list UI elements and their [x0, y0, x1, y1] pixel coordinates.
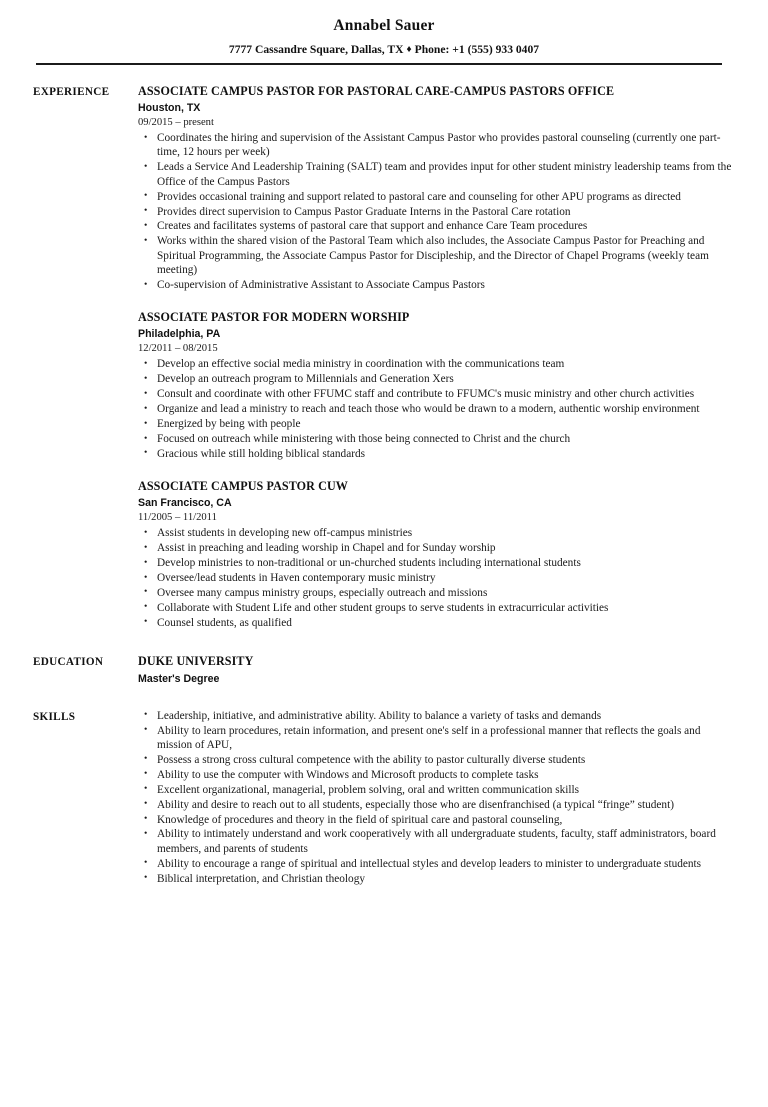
job-location: Philadelphia, PA	[138, 328, 221, 341]
candidate-name: Annabel Sauer	[333, 17, 435, 34]
job-title: ASSOCIATE PASTOR FOR MODERN WORSHIP	[138, 310, 410, 325]
job-title: ASSOCIATE CAMPUS PASTOR FOR PASTORAL CARE-CAMPUS PASTORS OFFICE	[138, 84, 615, 98]
list-item: • Ability and desire to reach out to all students, especially those who are disenfranchised (a typical “fringe” student)	[138, 798, 738, 812]
skills-list	[138, 709, 738, 886]
list-item: • Assist in preaching and leading worship in Chapel and for Sunday worship	[138, 541, 738, 555]
list-item: • Organize and lead a ministry to reach and teach those who would be drawn to a modern, authentic worship environment	[138, 402, 738, 416]
job-dates: 09/2015 – present	[138, 117, 214, 128]
list-item: • Gracious while still holding biblical standards	[138, 447, 738, 461]
contact-phone: Phone: +1 (555) 933 0407	[414, 43, 540, 56]
section-label-experience: EXPERIENCE	[33, 86, 110, 98]
list-item: • Develop an outreach program to Millennials and Generation Xers	[138, 372, 738, 386]
skills-body	[138, 709, 738, 887]
list-item: • Works within the shared vision of the Pastoral Team which also includes, the Associate Campus Pastor for Preaching and Spiritual Programming, the Associate Campus Pastor for Discipleship, and the Director of Chapel Programs (weekly team meeting)	[138, 234, 738, 277]
list-item: • Creates and facilitates systems of pastoral care that support and enhance Care Team procedures	[138, 219, 738, 233]
job-entry	[138, 479, 738, 630]
list-item: • Leads a Service And Leadership Training (SALT) team and provides input for other student ministry leadership teams from the Office of the Campus Pastors	[138, 160, 738, 189]
list-item: • Focused on outreach while ministering with those being connected to Christ and the church	[138, 432, 738, 446]
section-label-education: EDUCATION	[33, 655, 104, 668]
list-item: • Excellent organizational, managerial, problem solving, oral and written communication skills	[138, 783, 738, 797]
list-item: • Develop an effective social media ministry in coordination with the communications team	[138, 357, 738, 371]
list-item: • Provides direct supervision to Campus Pastor Graduate Interns in the Pastoral Care rotation	[138, 205, 738, 219]
list-item: • Assist students in developing new off-campus ministries	[138, 526, 738, 540]
education-body	[138, 654, 738, 686]
job-responsibility-list	[138, 357, 738, 461]
experience-section	[0, 84, 768, 631]
list-item: • Possess a strong cross cultural competence with the ability to pastor culturally diverse students	[138, 753, 738, 767]
job-dates: 12/2011 – 08/2015	[138, 343, 218, 355]
skills-section	[0, 709, 768, 887]
contact-line	[0, 42, 768, 58]
list-item: • Leadership, initiative, and administrative ability. Ability to balance a variety of tasks and demands	[138, 709, 738, 723]
job-location: San Francisco, CA	[138, 497, 232, 510]
list-item: • Ability to intimately understand and work cooperatively with all undergraduate students, faculty, staff administrators, board members, and parents of students	[138, 827, 738, 856]
list-item: • Develop ministries to non-traditional or un-churched students including international students	[138, 556, 738, 570]
experience-body	[138, 84, 738, 631]
list-item: • Provides occasional training and support related to pastoral care and counseling for other APU programs as directed	[138, 190, 738, 204]
job-title: ASSOCIATE CAMPUS PASTOR CUW	[138, 479, 348, 494]
header-divider	[36, 63, 722, 65]
job-responsibility-list	[138, 526, 738, 630]
section-label-skills: SKILLS	[33, 710, 76, 723]
list-item: • Ability to learn procedures, retain information, and present one's self in a professional manner that reflects the goals and mission of APU,	[138, 724, 738, 753]
education-section	[0, 654, 768, 686]
job-dates: 11/2005 – 11/2011	[138, 512, 217, 524]
list-item: • Collaborate with Student Life and other student groups to serve students in extracurricular activities	[138, 601, 738, 615]
resume-header	[0, 0, 768, 65]
list-item: • Oversee many campus ministry groups, especially outreach and missions	[138, 586, 738, 600]
job-location: Houston, TX	[138, 102, 201, 114]
list-item: • Energized by being with people	[138, 417, 738, 431]
education-degree: Master's Degree	[138, 672, 220, 685]
job-entry	[138, 310, 738, 461]
list-item: • Coordinates the hiring and supervision of the Assistant Campus Pastor who provides pastoral counseling (currently one part-time, 12 hours per week)	[138, 131, 738, 160]
list-item: • Oversee/lead students in Haven contemporary music ministry	[138, 571, 738, 585]
list-item: • Knowledge of procedures and theory in the field of spiritual care and pastoral counseling,	[138, 813, 738, 827]
education-school: DUKE UNIVERSITY	[138, 653, 254, 668]
list-item: • Ability to encourage a range of spiritual and intellectual styles and develop leaders to minister to undergraduate students	[138, 857, 738, 871]
list-item: • Biblical interpretation, and Christian theology	[138, 872, 738, 886]
list-item: • Co-supervision of Administrative Assistant to Associate Campus Pastors	[138, 278, 738, 292]
list-item: • Ability to use the computer with Windows and Microsoft products to complete tasks	[138, 768, 738, 782]
list-item: • Counsel students, as qualified	[138, 616, 738, 630]
job-responsibility-list	[138, 131, 738, 292]
diamond-separator-icon: ♦	[406, 44, 412, 55]
contact-address: 7777 Cassandre Square, Dallas, TX	[228, 43, 404, 56]
job-entry	[138, 84, 738, 292]
list-item: • Consult and coordinate with other FFUMC staff and contribute to FFUMC's music ministry and other church activities	[138, 387, 738, 401]
